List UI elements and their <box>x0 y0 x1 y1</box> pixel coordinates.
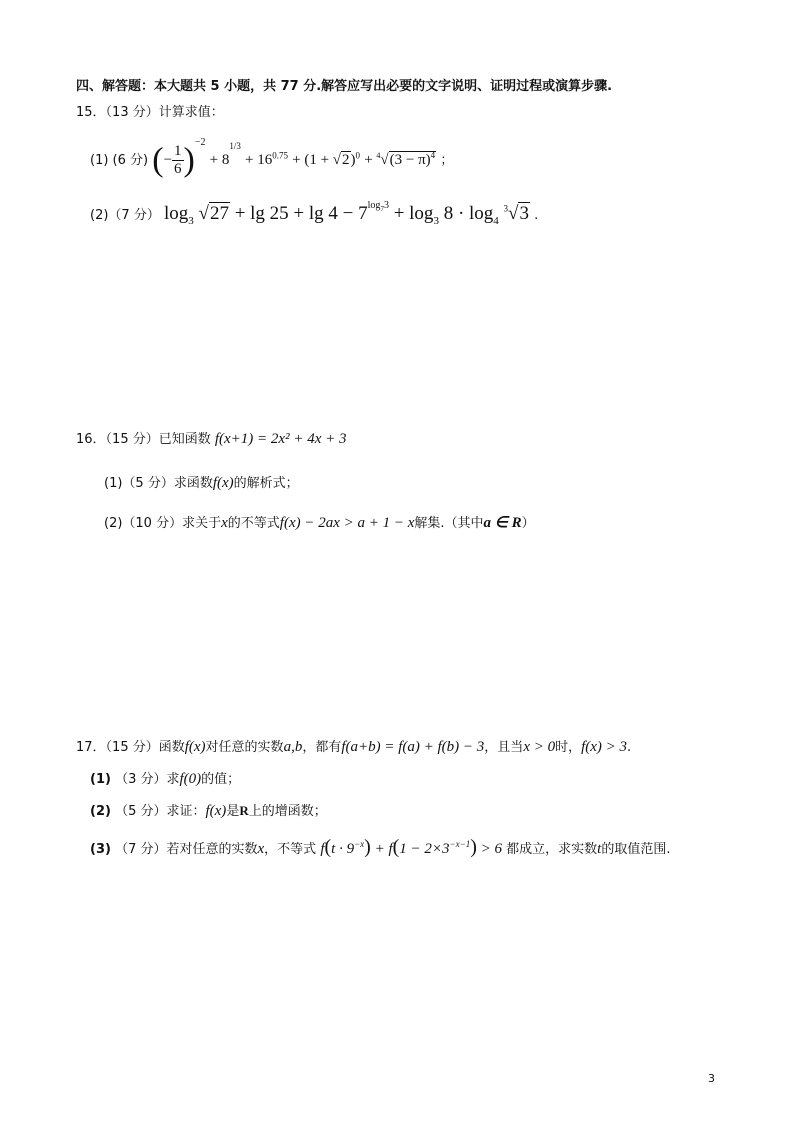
q16-part2: (2)（10 分）求关于x的不等式f(x) − 2ax > a + 1 − x解集.（其中a ∈ R） <box>104 515 535 531</box>
q15-part2-tail: . <box>534 208 539 223</box>
q15-fraction: $\frac{1}{6}$ <box>174 143 182 177</box>
q15-part2-label: (2)（7 分） <box>90 208 160 223</box>
q17-part3: (3) （7 分）若对任意的实数x，不等式 $f(t \cdot 9^{-x}) + f(1 - 2\times 3^{-x-1}) > 6$ 都成立，求实数t的取值范围. <box>90 836 671 858</box>
q17-inequality: $f(t \cdot 9^{-x}) + f(1 - 2\times 3^{-x-1}) > 6$ <box>320 836 502 858</box>
q16-function: f(x+1) = 2x² + 4x + 3 <box>214 431 347 447</box>
section-title: 四、解答题：本大题共 5 小题，共 77 分.解答应写出必要的文字说明、证明过程或演算步骤. <box>76 79 613 94</box>
q15-header: 15．（13 分）计算求值： <box>76 105 224 120</box>
page-number: 3 <box>708 1072 715 1085</box>
q15-part2: (2)（7 分） $\log_3 √27 + \lg 25 + \lg 4 - 7^{log_73} + \log_3 8 \cdot \log_4 ^3√3$ . <box>90 199 539 227</box>
q17-header: 17．（15 分）函数f(x)对任意的实数a,b，都有f(a+b) = f(a) + f(b) − 3，且当x > 0时，f(x) > 3. <box>76 739 632 755</box>
q16-part1: (1)（5 分）求函数f(x)的解析式； <box>104 475 299 491</box>
q15-part1: (1) (6 分) (− $\frac{1}{6}$ )$^{-2} + 8^{1/3} + 16^{0.75} + (1 + √2)^0 + ^4√(3 - \pi)^4$ ； <box>90 136 454 179</box>
q15-part1-tail: ； <box>440 153 454 168</box>
q16-header: 16．（15 分）已知函数 f(x+1) = 2x² + 4x + 3 <box>76 431 347 447</box>
q17-part1: (1) （3 分）求f(0)的值； <box>90 771 241 787</box>
q17-part2: (2) （5 分）求证：f(x)是R上的增函数； <box>90 803 327 819</box>
q15-part1-label: (1) (6 分) <box>90 153 149 168</box>
